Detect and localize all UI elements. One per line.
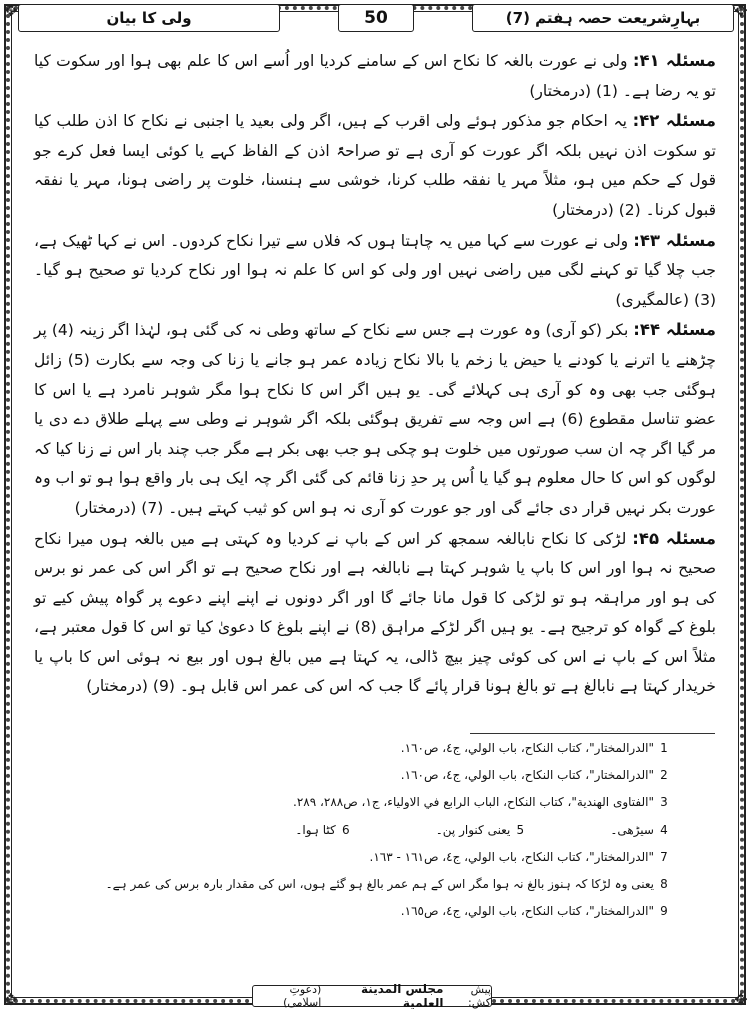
publisher-org: (دعوتِ اسلامی) <box>283 983 322 1009</box>
footer-prefix: پیش کش: <box>468 983 491 1009</box>
footnote: 8یعنی وہ لڑکا کہ ہنوز بالغ نہ ہوا مگر اس کے ہم عمر بالغ ہو گئے ہوں، اس کی مقدار بارہ برس کی عمر ہے۔ <box>105 877 668 892</box>
corner-ornament-icon: ✥ <box>734 1 748 20</box>
reference: (9) (درمختار) <box>86 677 175 696</box>
reference: (2) (درمختار) <box>552 200 641 219</box>
main-text <box>34 46 716 702</box>
footnote: 2"الدرالمختار"، كتاب النكاح، باب الولي، ج٤، ص١٦٠. <box>400 768 668 783</box>
page-number: 50 <box>338 4 414 32</box>
footnote: 7"الدرالمختار"، كتاب النكاح، باب الولي، ج٤، ص١٦١ - ١٦٣. <box>369 849 668 864</box>
masala-label: مسئلہ ۴۵: <box>632 528 716 548</box>
paragraph <box>34 46 716 106</box>
corner-ornament-icon: ✥ <box>4 1 18 20</box>
footnote: 9"الدرالمختار"، كتاب النكاح، باب الولي، ج٤، ص١٦٥. <box>400 904 668 919</box>
footnote: 6کٹا ہوا۔ <box>295 822 350 837</box>
footnotes <box>34 735 674 925</box>
masala-label: مسئلہ ۴۴: <box>633 320 716 340</box>
paragraph-text: بکر (کو آری) وہ عورت ہے جس سے نکاح کے ساتھ وطی نہ کی گئی ہو، لہٰذا اگر زینہ (4) پر چڑھنے یا اترنے یا کودنے یا حیض یا زخم یا بالا نکاح زیادہ عمر ہو جانے یا زنا کی وجہ سے بکارت (5) زائل ہوگئی جب بھی وہ کو آری ہی کہلائے گی۔ یو ہیں اگر اس کا نکاح ہوا مگر شوہر نامرد ہے یا اس کا عضو تناسل مقطوع (6) ہے اس وجہ سے تفریق ہوگئی بلکہ اگر شوہر نے وطی سے پہلے طلاق دے دی یا مر گیا اگر چہ ان سب صورتوں میں خلوت ہو چکی ہو جب بھی بکر ہے مگر جب چند بار اس نے زنا کیا کہ لوگوں کو اس کا حال معلوم ہو گیا یا اُس پر حدِ زنا قائم کی گئی اگر چہ ایک ہی بار واقع ہوا ہو تو اب وہ عورت بکر نہیں قرار دی جائے گی اور جو عورت کو آری نہ ہو اس کو ثیب کہتے ہیں۔ <box>34 321 716 517</box>
page-header <box>18 4 734 34</box>
paragraph <box>34 315 716 523</box>
reference: (1) (درمختار) <box>529 81 618 100</box>
masala-label: مسئلہ ۴۳: <box>633 230 716 250</box>
footnote: 5یعنی کنوار پن۔ <box>435 822 525 837</box>
footnote-divider <box>470 733 715 734</box>
publisher-name: مجلس المدينة العلمية <box>361 982 444 1010</box>
corner-ornament-icon: ✥ <box>4 990 18 1009</box>
book-title: بہارِشریعت حصہ ہفتم (7) <box>472 4 734 32</box>
paragraph <box>34 226 716 316</box>
paragraph <box>34 524 716 703</box>
masala-label: مسئلہ ۴۱: <box>632 51 716 70</box>
paragraph-text: ولی نے عورت سے کہا میں یہ چاہتا ہوں کہ فلاں سے تیرا نکاح کردوں۔ اس نے کہا ٹھیک ہے، جب چلا گیا تو کہنے لگی میں راضی نہیں اور ولی کو اس کا علم نہ ہوا اور نکاح کردیا تو صحیح ہو گیا۔ <box>34 231 716 280</box>
paragraph-text: یہ احکام جو مذکور ہوئے ولی اقرب کے ہیں، اگر ولی بعید یا اجنبی نے نکاح کا اذن طلب کیا تو سکوت اذن نہیں بلکہ اگر عورت کو آری ہے تو صراحۃً اذن کے الفاظ کہے یا کوئی ایسا فعل کرے جو قول کے حکم میں ہو، مثلاً مہر یا نفقہ طلب کرنا، خوشی سے ہنسنا، خلوت پر راضی ہونا، مہر یا نفقہ قبول کرنا۔ <box>34 112 716 219</box>
paragraph-text: ولی نے عورت بالغہ کا نکاح اس کے سامنے کردیا اور اُسے اس کا علم بھی ہوا اور سکوت کیا تو یہ رضا ہے۔ <box>34 52 716 100</box>
paragraph <box>34 106 716 225</box>
paragraph-text: لڑکی کا نکاح نابالغہ سمجھ کر اس کے باپ نے کردیا وہ کہتی ہے میں بالغہ ہوں میرا نکاح صحیح نہ ہوا اور اس کا باپ یا شوہر کہتا ہے نابالغہ ہے اور نکاح صحیح ہے تو اگر اس کی عمر نو برس کی ہو اور مراہقہ ہو تو لڑکی کا قول مانا جائے گا اور اگر دونوں نے اپنے اپنے دعوے پر گواہ پیش کیے تو بلوغ کے گواہ کو ترجیح ہے۔ یو ہیں اگر لڑکے مراہق (8) نے اپنے بلوغ کا دعویٰ کیا تو اس کا قول معتبر ہے، مثلاً اس کے باپ نے اس کی کوئی چیز بیچ ڈالی، یہ کہتا ہے میں بالغ ہوں اور بیع نہ ہوئی اس کا باپ یا خریدار کہتا ہے نابالغ ہے تو بالغ ہونا قرار پائے گا جب کہ اس کی عمر اس قابل ہو۔ <box>34 529 716 696</box>
section-title: ولی کا بیان <box>18 4 280 32</box>
footnote-group <box>34 817 674 844</box>
footnote: 4سیڑھی۔ <box>610 822 668 837</box>
corner-ornament-icon: ✥ <box>734 990 748 1009</box>
reference: (3) (عالمگیری) <box>615 290 716 309</box>
footnote: 1"الدرالمختار"، كتاب النكاح، باب الولي، ج٤، ص١٦٠. <box>400 741 668 755</box>
page-footer <box>252 982 492 1010</box>
footnote: 3"الفتاوى الهندية"، كتاب النكاح، الباب الرابع في الاولياء، ج١، ص٢٨٨، ٢٨٩. <box>293 795 668 810</box>
masala-label: مسئلہ ۴۲: <box>632 111 716 131</box>
reference: (7) (درمختار) <box>74 498 164 517</box>
